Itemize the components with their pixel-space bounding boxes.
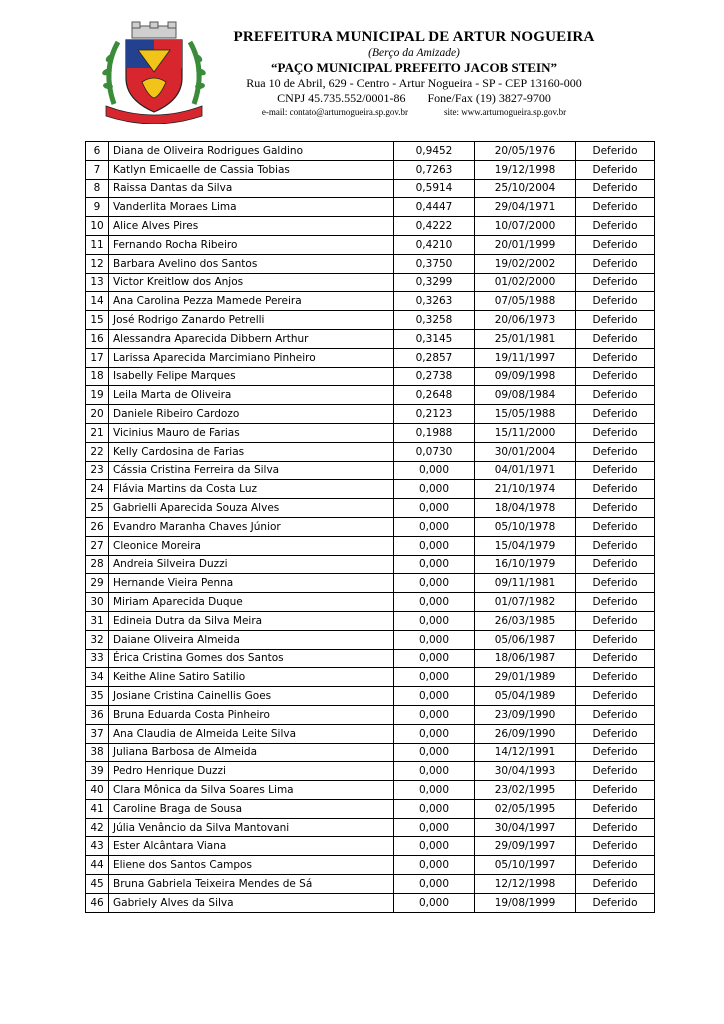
score-cell: 0,000 — [394, 687, 475, 706]
score-cell: 0,000 — [394, 499, 475, 518]
row-number-cell: 45 — [86, 875, 109, 894]
birth-date-cell: 20/01/1999 — [475, 235, 576, 254]
birth-date-cell: 18/06/1987 — [475, 649, 576, 668]
table-row — [86, 743, 655, 762]
score-cell: 0,000 — [394, 856, 475, 875]
candidate-table — [85, 141, 655, 913]
status-cell: Deferido — [576, 574, 655, 593]
candidate-name-cell: Júlia Venâncio da Silva Mantovani — [109, 818, 394, 837]
status-cell: Deferido — [576, 273, 655, 292]
candidate-name-cell: Vanderlita Moraes Lima — [109, 198, 394, 217]
score-cell: 0,5914 — [394, 179, 475, 198]
birth-date-cell: 05/10/1978 — [475, 517, 576, 536]
table-row — [86, 160, 655, 179]
birth-date-cell: 12/12/1998 — [475, 875, 576, 894]
status-cell: Deferido — [576, 762, 655, 781]
row-number-cell: 26 — [86, 517, 109, 536]
table-row — [86, 781, 655, 800]
candidate-name-cell: Cleonice Moreira — [109, 536, 394, 555]
table-row — [86, 574, 655, 593]
score-cell: 0,000 — [394, 818, 475, 837]
score-cell: 0,000 — [394, 593, 475, 612]
birth-date-cell: 09/08/1984 — [475, 386, 576, 405]
row-number-cell: 46 — [86, 893, 109, 912]
row-number-cell: 24 — [86, 480, 109, 499]
letterhead-text — [214, 28, 614, 118]
score-cell: 0,2738 — [394, 367, 475, 386]
status-cell: Deferido — [576, 499, 655, 518]
website: site: www.arturnogueira.sp.gov.br — [444, 107, 567, 117]
row-number-cell: 33 — [86, 649, 109, 668]
table-row — [86, 893, 655, 912]
score-cell: 0,000 — [394, 799, 475, 818]
score-cell: 0,000 — [394, 743, 475, 762]
table-row — [86, 329, 655, 348]
table-row — [86, 705, 655, 724]
birth-date-cell: 20/05/1976 — [475, 142, 576, 161]
table-row — [86, 142, 655, 161]
row-number-cell: 23 — [86, 461, 109, 480]
row-number-cell: 9 — [86, 198, 109, 217]
row-number-cell: 43 — [86, 837, 109, 856]
municipality-motto: (Berço da Amizade) — [368, 47, 460, 59]
table-row — [86, 386, 655, 405]
table-row — [86, 461, 655, 480]
row-number-cell: 14 — [86, 292, 109, 311]
row-number-cell: 29 — [86, 574, 109, 593]
row-number-cell: 10 — [86, 217, 109, 236]
contact-line — [214, 106, 614, 118]
candidate-name-cell: Fernando Rocha Ribeiro — [109, 235, 394, 254]
birth-date-cell: 29/01/1989 — [475, 668, 576, 687]
candidate-name-cell: Josiane Cristina Cainellis Goes — [109, 687, 394, 706]
row-number-cell: 15 — [86, 311, 109, 330]
score-cell: 0,000 — [394, 668, 475, 687]
score-cell: 0,000 — [394, 875, 475, 894]
status-cell: Deferido — [576, 292, 655, 311]
candidate-name-cell: Vicinius Mauro de Farias — [109, 423, 394, 442]
birth-date-cell: 01/02/2000 — [475, 273, 576, 292]
candidate-name-cell: Flávia Martins da Costa Luz — [109, 480, 394, 499]
candidate-name-cell: Ana Claudia de Almeida Leite Silva — [109, 724, 394, 743]
table-row — [86, 292, 655, 311]
score-cell: 0,3263 — [394, 292, 475, 311]
candidate-name-cell: Keithe Aline Satiro Satilio — [109, 668, 394, 687]
municipality-title: PREFEITURA MUNICIPAL DE ARTUR NOGUEIRA — [233, 29, 595, 45]
row-number-cell: 8 — [86, 179, 109, 198]
score-cell: 0,000 — [394, 480, 475, 499]
birth-date-cell: 05/04/1989 — [475, 687, 576, 706]
candidate-name-cell: Cássia Cristina Ferreira da Silva — [109, 461, 394, 480]
score-cell: 0,000 — [394, 555, 475, 574]
birth-date-cell: 23/02/1995 — [475, 781, 576, 800]
candidate-name-cell: Daniele Ribeiro Cardozo — [109, 405, 394, 424]
row-number-cell: 44 — [86, 856, 109, 875]
table-row — [86, 593, 655, 612]
candidate-name-cell: Gabrielli Aparecida Souza Alves — [109, 499, 394, 518]
table-row — [86, 198, 655, 217]
row-number-cell: 7 — [86, 160, 109, 179]
birth-date-cell: 16/10/1979 — [475, 555, 576, 574]
table-row — [86, 724, 655, 743]
table-row — [86, 499, 655, 518]
score-cell: 0,000 — [394, 574, 475, 593]
row-number-cell: 36 — [86, 705, 109, 724]
status-cell: Deferido — [576, 668, 655, 687]
table-row — [86, 630, 655, 649]
status-cell: Deferido — [576, 179, 655, 198]
score-cell: 0,000 — [394, 724, 475, 743]
status-cell: Deferido — [576, 386, 655, 405]
candidate-name-cell: Isabelly Felipe Marques — [109, 367, 394, 386]
status-cell: Deferido — [576, 611, 655, 630]
birth-date-cell: 29/09/1997 — [475, 837, 576, 856]
row-number-cell: 38 — [86, 743, 109, 762]
address: Rua 10 de Abril, 629 - Centro - Artur Nogueira - SP - CEP 13160-000 — [246, 76, 582, 90]
row-number-cell: 21 — [86, 423, 109, 442]
candidate-table-body — [86, 142, 655, 913]
status-cell: Deferido — [576, 348, 655, 367]
birth-date-cell: 26/03/1985 — [475, 611, 576, 630]
status-cell: Deferido — [576, 142, 655, 161]
row-number-cell: 16 — [86, 329, 109, 348]
status-cell: Deferido — [576, 442, 655, 461]
birth-date-cell: 09/11/1981 — [475, 574, 576, 593]
row-number-cell: 20 — [86, 405, 109, 424]
score-cell: 0,000 — [394, 705, 475, 724]
status-cell: Deferido — [576, 743, 655, 762]
row-number-cell: 22 — [86, 442, 109, 461]
table-row — [86, 311, 655, 330]
status-cell: Deferido — [576, 856, 655, 875]
table-row — [86, 856, 655, 875]
candidate-name-cell: Clara Mônica da Silva Soares Lima — [109, 781, 394, 800]
candidate-name-cell: Bruna Gabriela Teixeira Mendes de Sá — [109, 875, 394, 894]
birth-date-cell: 05/06/1987 — [475, 630, 576, 649]
status-cell: Deferido — [576, 630, 655, 649]
status-cell: Deferido — [576, 254, 655, 273]
candidate-name-cell: Katlyn Emicaelle de Cassia Tobias — [109, 160, 394, 179]
status-cell: Deferido — [576, 405, 655, 424]
table-row — [86, 367, 655, 386]
table-row — [86, 875, 655, 894]
table-row — [86, 668, 655, 687]
score-cell: 0,000 — [394, 517, 475, 536]
table-row — [86, 762, 655, 781]
candidate-name-cell: Érica Cristina Gomes dos Santos — [109, 649, 394, 668]
candidate-name-cell: Daiane Oliveira Almeida — [109, 630, 394, 649]
candidate-name-cell: Raissa Dantas da Silva — [109, 179, 394, 198]
candidate-name-cell: Diana de Oliveira Rodrigues Galdino — [109, 142, 394, 161]
status-cell: Deferido — [576, 160, 655, 179]
status-cell: Deferido — [576, 724, 655, 743]
status-cell: Deferido — [576, 235, 655, 254]
candidate-name-cell: Kelly Cardosina de Farias — [109, 442, 394, 461]
status-cell: Deferido — [576, 799, 655, 818]
table-row — [86, 687, 655, 706]
score-cell: 0,3299 — [394, 273, 475, 292]
birth-date-cell: 19/11/1997 — [475, 348, 576, 367]
score-cell: 0,000 — [394, 893, 475, 912]
cnpj-phone-line — [214, 91, 614, 106]
score-cell: 0,000 — [394, 536, 475, 555]
table-row — [86, 423, 655, 442]
status-cell: Deferido — [576, 837, 655, 856]
row-number-cell: 42 — [86, 818, 109, 837]
municipal-crest-logo — [98, 20, 210, 124]
candidate-name-cell: Gabriely Alves da Silva — [109, 893, 394, 912]
status-cell: Deferido — [576, 461, 655, 480]
birth-date-cell: 15/05/1988 — [475, 405, 576, 424]
candidate-name-cell: Ester Alcântara Viana — [109, 837, 394, 856]
candidate-name-cell: José Rodrigo Zanardo Petrelli — [109, 311, 394, 330]
score-cell: 0,2648 — [394, 386, 475, 405]
score-cell: 0,3258 — [394, 311, 475, 330]
row-number-cell: 27 — [86, 536, 109, 555]
birth-date-cell: 19/02/2002 — [475, 254, 576, 273]
score-cell: 0,000 — [394, 762, 475, 781]
score-cell: 0,000 — [394, 781, 475, 800]
status-cell: Deferido — [576, 875, 655, 894]
status-cell: Deferido — [576, 593, 655, 612]
row-number-cell: 12 — [86, 254, 109, 273]
table-row — [86, 179, 655, 198]
birth-date-cell: 07/05/1988 — [475, 292, 576, 311]
candidate-name-cell: Alice Alves Pires — [109, 217, 394, 236]
candidate-name-cell: Andreia Silveira Duzzi — [109, 555, 394, 574]
table-row — [86, 273, 655, 292]
table-row — [86, 799, 655, 818]
score-cell: 0,000 — [394, 611, 475, 630]
status-cell: Deferido — [576, 198, 655, 217]
phone: Fone/Fax (19) 3827-9700 — [427, 91, 551, 105]
birth-date-cell: 21/10/1974 — [475, 480, 576, 499]
status-cell: Deferido — [576, 480, 655, 499]
row-number-cell: 40 — [86, 781, 109, 800]
score-cell: 0,4447 — [394, 198, 475, 217]
status-cell: Deferido — [576, 217, 655, 236]
table-row — [86, 348, 655, 367]
row-number-cell: 13 — [86, 273, 109, 292]
row-number-cell: 41 — [86, 799, 109, 818]
row-number-cell: 17 — [86, 348, 109, 367]
status-cell: Deferido — [576, 517, 655, 536]
building-name: “PAÇO MUNICIPAL PREFEITO JACOB STEIN” — [270, 60, 558, 75]
score-cell: 0,9452 — [394, 142, 475, 161]
birth-date-cell: 26/09/1990 — [475, 724, 576, 743]
row-number-cell: 28 — [86, 555, 109, 574]
score-cell: 0,0730 — [394, 442, 475, 461]
candidate-name-cell: Evandro Maranha Chaves Júnior — [109, 517, 394, 536]
row-number-cell: 32 — [86, 630, 109, 649]
status-cell: Deferido — [576, 687, 655, 706]
row-number-cell: 11 — [86, 235, 109, 254]
candidate-name-cell: Edineia Dutra da Silva Meira — [109, 611, 394, 630]
candidate-name-cell: Hernande Vieira Penna — [109, 574, 394, 593]
table-row — [86, 536, 655, 555]
table-row — [86, 837, 655, 856]
candidate-name-cell: Bruna Eduarda Costa Pinheiro — [109, 705, 394, 724]
candidate-name-cell: Pedro Henrique Duzzi — [109, 762, 394, 781]
birth-date-cell: 15/04/1979 — [475, 536, 576, 555]
status-cell: Deferido — [576, 536, 655, 555]
row-number-cell: 37 — [86, 724, 109, 743]
birth-date-cell: 20/06/1973 — [475, 311, 576, 330]
birth-date-cell: 18/04/1978 — [475, 499, 576, 518]
birth-date-cell: 29/04/1971 — [475, 198, 576, 217]
row-number-cell: 18 — [86, 367, 109, 386]
table-row — [86, 217, 655, 236]
birth-date-cell: 23/09/1990 — [475, 705, 576, 724]
score-cell: 0,7263 — [394, 160, 475, 179]
birth-date-cell: 10/07/2000 — [475, 217, 576, 236]
birth-date-cell: 14/12/1991 — [475, 743, 576, 762]
score-cell: 0,4210 — [394, 235, 475, 254]
status-cell: Deferido — [576, 311, 655, 330]
row-number-cell: 30 — [86, 593, 109, 612]
table-row — [86, 254, 655, 273]
candidate-name-cell: Caroline Braga de Sousa — [109, 799, 394, 818]
candidate-name-cell: Eliene dos Santos Campos — [109, 856, 394, 875]
birth-date-cell: 01/07/1982 — [475, 593, 576, 612]
candidate-name-cell: Miriam Aparecida Duque — [109, 593, 394, 612]
status-cell: Deferido — [576, 423, 655, 442]
table-row — [86, 480, 655, 499]
row-number-cell: 6 — [86, 142, 109, 161]
letterhead — [0, 0, 724, 130]
score-cell: 0,000 — [394, 461, 475, 480]
table-row — [86, 818, 655, 837]
score-cell: 0,4222 — [394, 217, 475, 236]
table-row — [86, 442, 655, 461]
table-row — [86, 235, 655, 254]
birth-date-cell: 04/01/1971 — [475, 461, 576, 480]
status-cell: Deferido — [576, 329, 655, 348]
candidate-name-cell: Juliana Barbosa de Almeida — [109, 743, 394, 762]
score-cell: 0,1988 — [394, 423, 475, 442]
table-row — [86, 405, 655, 424]
birth-date-cell: 25/01/1981 — [475, 329, 576, 348]
row-number-cell: 35 — [86, 687, 109, 706]
birth-date-cell: 15/11/2000 — [475, 423, 576, 442]
birth-date-cell: 30/04/1997 — [475, 818, 576, 837]
score-cell: 0,2857 — [394, 348, 475, 367]
row-number-cell: 31 — [86, 611, 109, 630]
status-cell: Deferido — [576, 781, 655, 800]
birth-date-cell: 02/05/1995 — [475, 799, 576, 818]
status-cell: Deferido — [576, 367, 655, 386]
candidate-name-cell: Barbara Avelino dos Santos — [109, 254, 394, 273]
row-number-cell: 25 — [86, 499, 109, 518]
candidate-name-cell: Victor Kreitlow dos Anjos — [109, 273, 394, 292]
birth-date-cell: 09/09/1998 — [475, 367, 576, 386]
status-cell: Deferido — [576, 555, 655, 574]
row-number-cell: 19 — [86, 386, 109, 405]
row-number-cell: 34 — [86, 668, 109, 687]
birth-date-cell: 25/10/2004 — [475, 179, 576, 198]
birth-date-cell: 19/12/1998 — [475, 160, 576, 179]
status-cell: Deferido — [576, 649, 655, 668]
table-row — [86, 611, 655, 630]
candidate-name-cell: Ana Carolina Pezza Mamede Pereira — [109, 292, 394, 311]
birth-date-cell: 30/01/2004 — [475, 442, 576, 461]
candidate-name-cell: Alessandra Aparecida Dibbern Arthur — [109, 329, 394, 348]
status-cell: Deferido — [576, 818, 655, 837]
candidate-name-cell: Larissa Aparecida Marcimiano Pinheiro — [109, 348, 394, 367]
table-row — [86, 517, 655, 536]
status-cell: Deferido — [576, 705, 655, 724]
birth-date-cell: 05/10/1997 — [475, 856, 576, 875]
candidate-name-cell: Leila Marta de Oliveira — [109, 386, 394, 405]
table-row — [86, 555, 655, 574]
row-number-cell: 39 — [86, 762, 109, 781]
table-row — [86, 649, 655, 668]
score-cell: 0,000 — [394, 649, 475, 668]
cnpj: CNPJ 45.735.552/0001-86 — [277, 91, 406, 105]
status-cell: Deferido — [576, 893, 655, 912]
score-cell: 0,000 — [394, 630, 475, 649]
score-cell: 0,2123 — [394, 405, 475, 424]
email: e-mail: contato@arturnogueira.sp.gov.br — [261, 107, 409, 117]
birth-date-cell: 19/08/1999 — [475, 893, 576, 912]
score-cell: 0,3145 — [394, 329, 475, 348]
score-cell: 0,3750 — [394, 254, 475, 273]
birth-date-cell: 30/04/1993 — [475, 762, 576, 781]
score-cell: 0,000 — [394, 837, 475, 856]
